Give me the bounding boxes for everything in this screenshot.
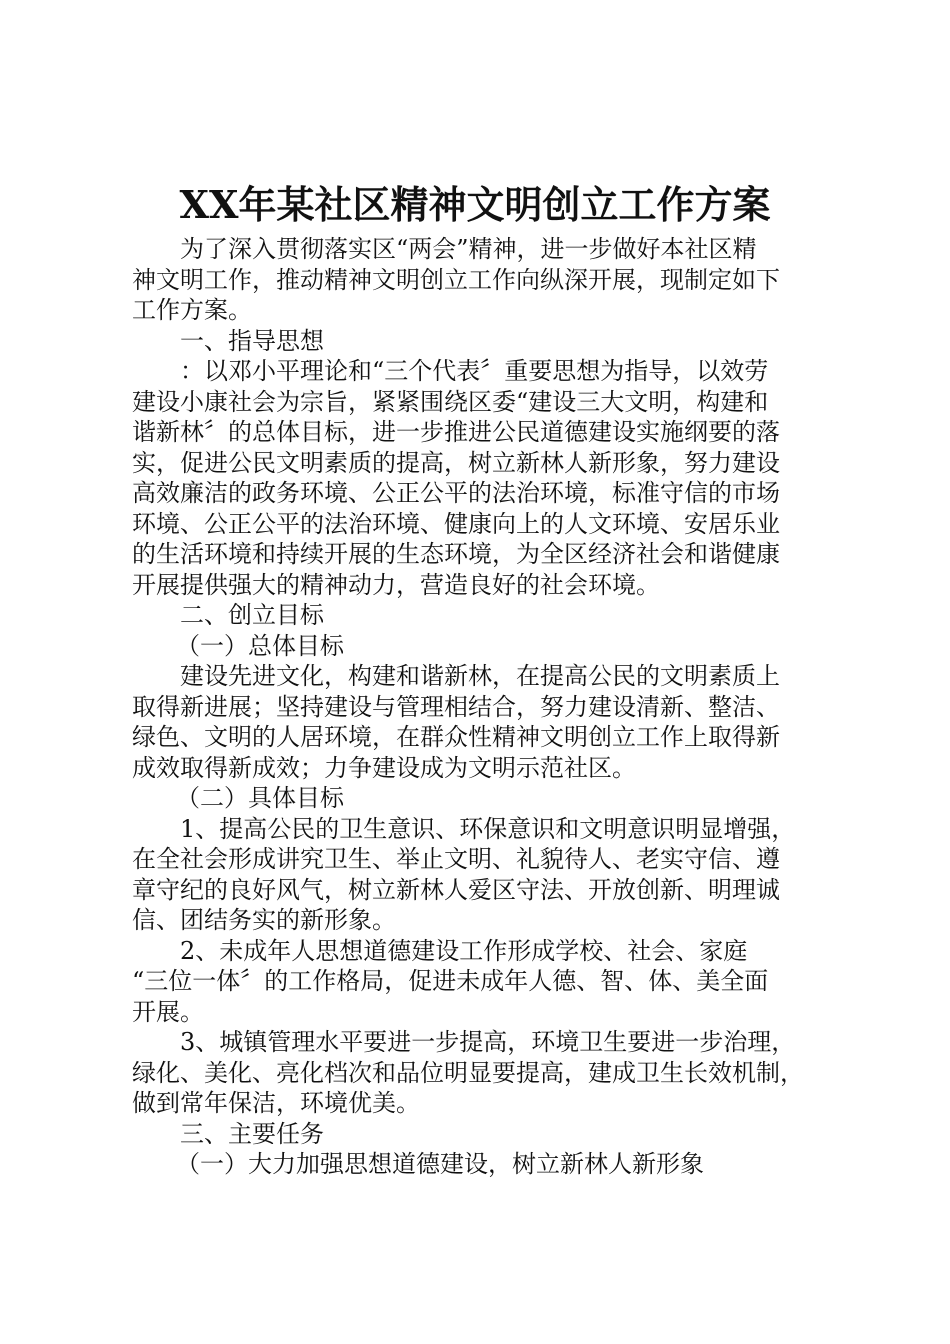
text-line-10: 环境、公正公平的法治环境、健康向上的人文环境、安居乐业 [132,509,780,538]
text-line-6: 建设小康社会为宗旨，紧紧围绕区委“建设三大文明，构建和 [132,387,769,416]
document-body [132,234,832,1180]
text-line-11: 的生活环境和持续开展的生态环境，为全区经济社会和谐健康 [132,540,780,568]
list-item-2: 2、未成年人思想道德建设工作形成学校、社会、家庭 [180,936,748,965]
text-line-16: 取得新进展；坚持建设与管理相结合，努力建设清新、整洁、 [132,692,780,721]
list-item-3: 3、城镇管理水平要进一步提高，环境卫生要进一步治理， [180,1028,796,1056]
text-line-1: 为了深入贯彻落实区“两会”精神，进一步做好本社区精 [180,235,757,263]
subsection-heading-1: （一）总体目标 [176,631,344,660]
text-line-29: 做到常年保洁，环境优美。 [132,1089,420,1117]
text-line-7: 谐新林〞的总体目标，进一步推进公民道德建设实施纲要的落 [132,418,780,446]
section-heading-2: 二、创立目标 [180,601,324,629]
text-line-9: 高效廉洁的政务环境、公正公平的法治环境，标准守信的市场 [132,479,780,507]
text-line-2: 神文明工作，推动精神文明创立工作向纵深开展，现制定如下 [132,265,780,294]
subsection-heading-2: （二）具体目标 [176,784,344,812]
document-title: XX年某社区精神文明创立工作方案 [179,182,771,227]
text-line-25: “三位一体〞的工作格局，促进未成年人德、智、体、美全面 [132,967,769,995]
text-line-3: 工作方案。 [132,296,252,324]
text-line-28: 绿化、美化、亮化档次和品位明显要提高，建成卫生长效机制， [132,1058,804,1087]
text-line-23: 信、团结务实的新形象。 [132,906,396,934]
section-heading-3: 三、主要任务 [180,1119,324,1148]
text-line-15: 建设先进文化，构建和谐新林，在提高公民的文明素质上 [180,662,780,690]
text-line-26: 开展。 [132,997,204,1026]
list-item-1: 1、提高公民的卫生意识、环保意识和文明意识明显增强， [180,814,796,843]
section-heading-1: 一、指导思想 [180,326,324,355]
text-line-12: 开展提供强大的精神动力，营造良好的社会环境。 [132,570,660,599]
text-line-22: 章守纪的良好风气，树立新林人爱区守法、开放创新、明理诚 [132,875,780,904]
text-line-18: 成效取得新成效；力争建设成为文明示范社区。 [132,753,636,782]
subsection-heading-3: （一）大力加强思想道德建设，树立新林人新形象 [176,1150,704,1178]
text-line-17: 绿色、文明的人居环境，在群众性精神文明创立工作上取得新 [132,723,780,751]
text-line-5: ：以邓小平理论和“三个代表〞重要思想为指导，以效劳 [180,357,769,385]
text-line-8: 实，促进公民文明素质的提高，树立新林人新形象，努力建设 [132,448,780,477]
text-line-21: 在全社会形成讲究卫生、举止文明、礼貌待人、老实守信、遵 [132,845,780,873]
